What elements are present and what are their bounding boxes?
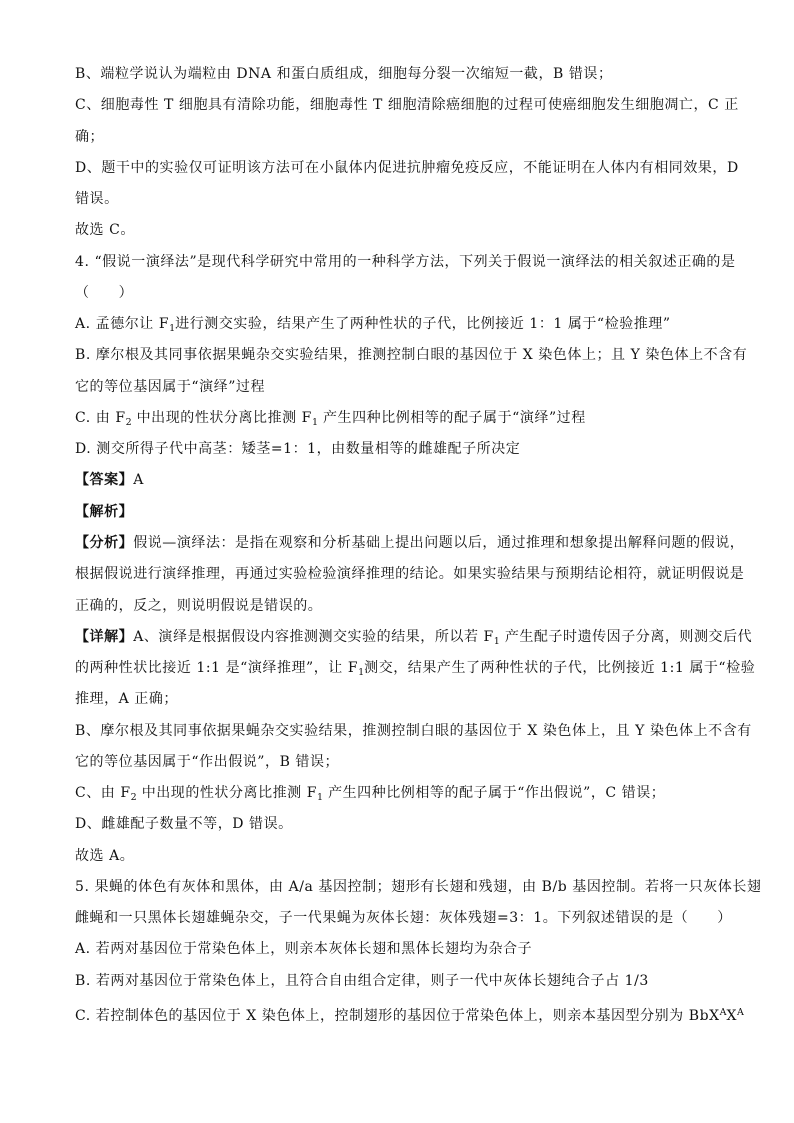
text-line xyxy=(75,372,735,403)
text-line xyxy=(75,528,745,559)
text-segment: B. 摩尔根及其同事依据果蝇杂交实验结果，推测控制白眼的基因位于 X 染色体上；且 Y 染色体上不含有 xyxy=(75,347,748,364)
text-line xyxy=(75,434,735,465)
text-segment: 它的等位基因属于“作出假说”，B 错误； xyxy=(75,753,340,770)
text-segment: 故选 C。 xyxy=(75,222,135,239)
text-segment: 雌蝇和一只黑体长翅雄蝇杂交，子一代果蝇为灰体长翅：灰体残翅=3：1。下列叙述错误的是（ ） xyxy=(75,910,732,927)
text-segment: 确； xyxy=(75,128,105,145)
text-line xyxy=(75,809,735,840)
text-segment: 5. 果蝇的体色有灰体和黑体，由 A/a 基因控制；翅形有长翅和残翅，由 B/b 基因控制。若将一只灰体长翅 xyxy=(75,878,762,895)
text-segment: 故选 A。 xyxy=(75,847,135,864)
text-segment: 进行测交实验，结果产生了两种性状的子代，比例接近 1：1 属于“检验推理” xyxy=(175,316,671,333)
text-line xyxy=(75,591,735,622)
text-line xyxy=(75,122,735,153)
text-line xyxy=(75,309,735,340)
text-segment: B. 若两对基因位于常染色体上，且符合自由组合定律，则子一代中灰体长翅纯合子占 1/3 xyxy=(75,972,649,989)
text-segment: 产生四种比例相等的配子属于“演绎”过程 xyxy=(318,409,586,426)
text-line xyxy=(75,184,735,215)
text-line xyxy=(75,278,735,309)
text-segment: A. 孟德尔让 F xyxy=(75,316,170,333)
text-line xyxy=(75,153,739,184)
text-segment: 正确的，反之，则说明假说是错误的。 xyxy=(75,597,323,614)
text-segment: 根据假说进行演绎推理，再通过实验检验演绎推理的结论。如果实验结果与预期结论相符，就证明假说是 xyxy=(75,566,745,583)
subscript: 1 xyxy=(311,416,318,428)
text-line xyxy=(75,59,735,90)
section-label: 【分析】 xyxy=(75,534,134,551)
subscript: 1 xyxy=(358,667,365,679)
section-label: 【解析】 xyxy=(75,503,134,520)
text-segment: C. 由 F xyxy=(75,409,126,426)
document-page xyxy=(75,59,762,1028)
superscript: A xyxy=(737,1006,744,1018)
text-segment: 推理，A 正确； xyxy=(75,691,178,708)
text-line xyxy=(75,934,735,965)
text-segment: （ ） xyxy=(75,284,134,301)
text-segment: 产生四种比例相等的配子属于“作出假说”，C 错误； xyxy=(323,785,666,802)
text-segment: 的两种性状比接近 1:1 是“演绎推理”，让 F xyxy=(75,660,359,677)
subscript: 1 xyxy=(317,792,324,804)
text-segment: 中出现的性状分离比推测 F xyxy=(136,785,318,802)
text-segment: 4. “假说一演绎法”是现代科学研究中常用的一种科学方法，下列关于假说一演绎法的相关叙述正确的是 xyxy=(75,253,736,270)
text-line xyxy=(75,497,735,528)
text-line xyxy=(75,966,735,997)
text-line xyxy=(75,997,744,1028)
subscript: 1 xyxy=(169,323,176,335)
text-line xyxy=(75,747,735,778)
text-segment: 假说—演绎法：是指在观察和分析基础上提出问题以后，通过推理和想象提出解释问题的假说， xyxy=(133,534,745,551)
text-segment: C、由 F xyxy=(75,785,131,802)
section-label: 【详解】 xyxy=(75,628,134,645)
text-line xyxy=(75,559,745,590)
text-segment: C. 若控制体色的基因位于 X 染色体上，控制翅形的基因位于常染色体上，则亲本基因型分别为 BbX xyxy=(75,1007,720,1024)
text-segment: A xyxy=(133,472,144,489)
text-segment: 它的等位基因属于“演绎”过程 xyxy=(75,378,266,395)
text-segment: 测交，结果产生了两种性状的子代，比例接近 1:1 属于“检验 xyxy=(364,660,756,677)
text-segment: A、演绎是根据假设内容推测测交实验的结果，所以若 F xyxy=(133,628,494,645)
text-segment: A. 若两对基因位于常染色体上，则亲本灰体长翅和黑体长翅均为杂合子 xyxy=(75,941,533,958)
text-line xyxy=(75,841,735,872)
text-line xyxy=(75,684,735,715)
text-line xyxy=(75,716,752,747)
subscript: 1 xyxy=(493,635,500,647)
text-segment: X xyxy=(726,1007,738,1024)
text-line xyxy=(75,903,735,934)
text-segment: D、雌雄配子数量不等，D 错误。 xyxy=(75,816,293,833)
text-segment: B、端粒学说认为端粒由 DNA 和蛋白质组成，细胞每分裂一次缩短一截，B 错误； xyxy=(75,66,613,82)
subscript: 2 xyxy=(130,792,137,804)
text-segment: 中出现的性状分离比推测 F xyxy=(131,409,312,426)
text-segment: C、细胞毒性 T 细胞具有清除功能，细胞毒性 T 细胞清除癌细胞的过程可使癌细胞发生细胞凋亡，C 正 xyxy=(75,97,739,114)
text-segment: D、题干中的实验仅可证明该方法可在小鼠体内促进抗肿瘤免疫反应，不能证明在人体内有相同效果，D xyxy=(75,159,739,176)
section-label: 【答案】 xyxy=(75,472,134,489)
text-line xyxy=(75,872,762,903)
text-segment: B、摩尔根及其同事依据果蝇杂交实验结果，推测控制白眼的基因位于 X 染色体上，且 Y 染色体上不含有 xyxy=(75,722,752,739)
text-line xyxy=(75,247,735,278)
text-line xyxy=(75,90,739,121)
text-segment: D. 测交所得子代中高茎：矮茎=1：1，由数量相等的雌雄配子所决定 xyxy=(75,441,521,458)
text-line xyxy=(75,215,735,246)
text-segment: 产生配子时遗传因子分离，则测交后代 xyxy=(499,628,753,645)
text-segment: 错误。 xyxy=(75,191,119,208)
subscript: 2 xyxy=(125,416,132,428)
superscript: A xyxy=(719,1006,727,1018)
text-line xyxy=(75,465,735,496)
text-line xyxy=(75,778,735,809)
text-line xyxy=(75,622,753,653)
text-line xyxy=(75,340,748,371)
text-line xyxy=(75,653,756,684)
text-line xyxy=(75,403,735,434)
